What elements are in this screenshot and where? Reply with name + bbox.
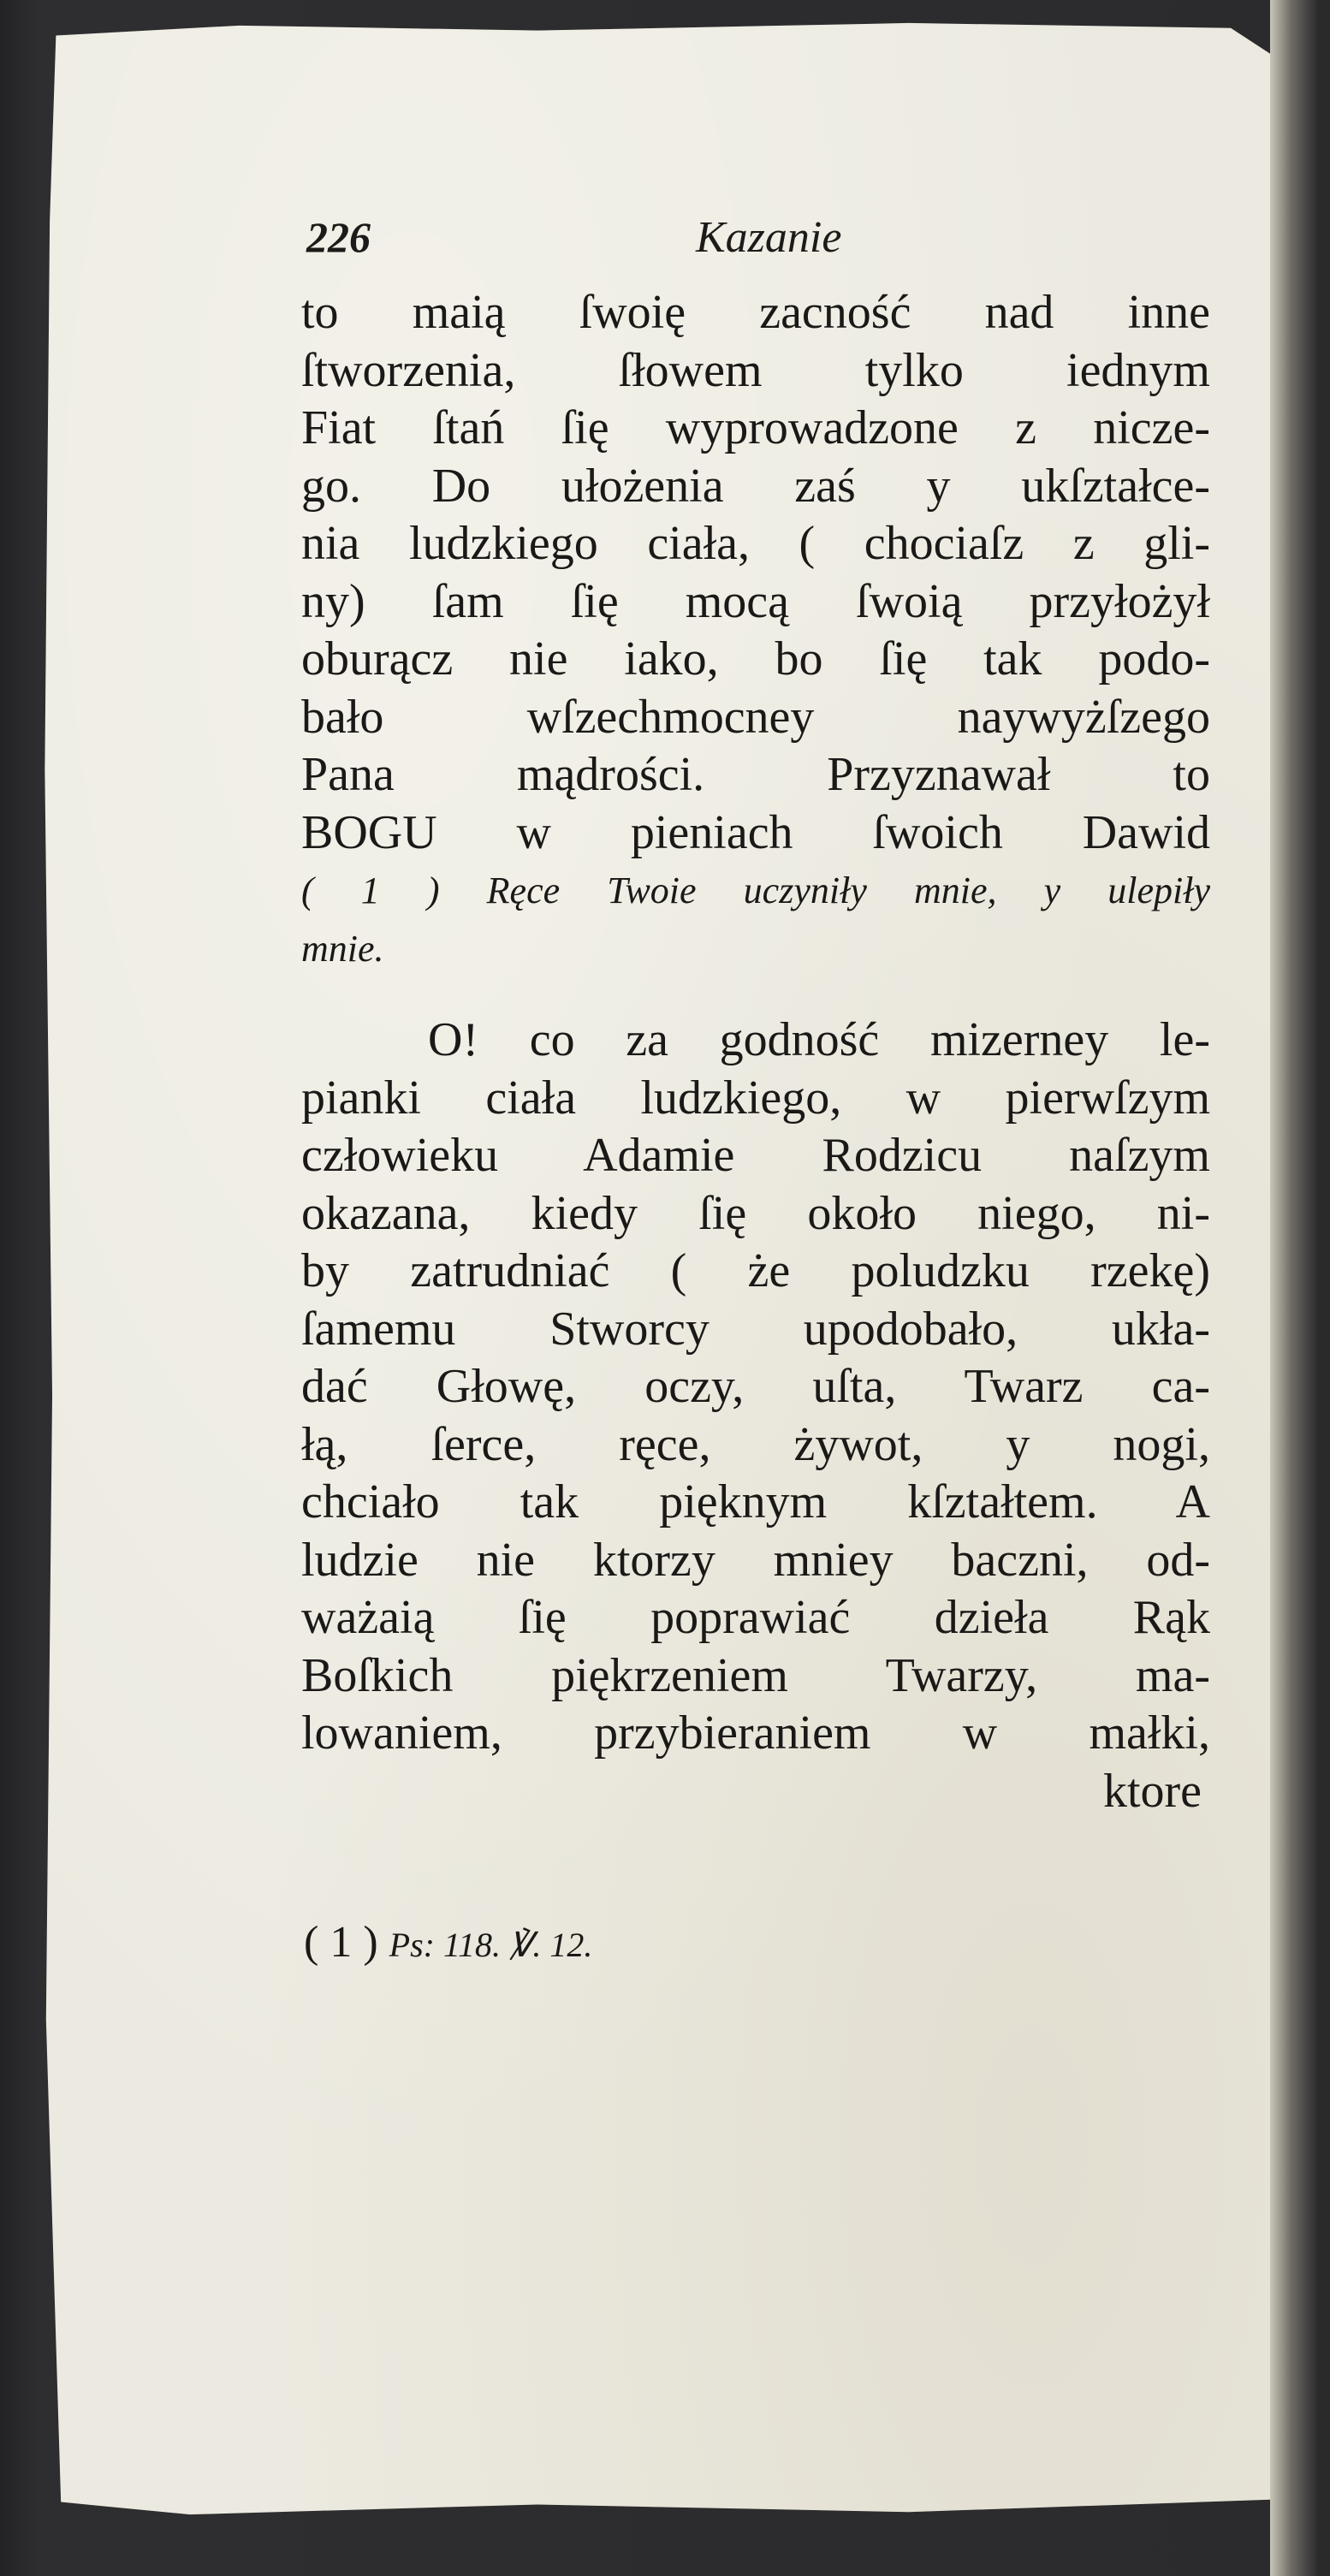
text-line: człowieku Adamie Rodzicu naſzym — [301, 1129, 1210, 1182]
text-line: lowaniem, przybieraniem w małki, — [301, 1706, 1210, 1760]
scripture-quote-line: mnie. — [301, 927, 384, 970]
text-line: ſamemu Stworcy upodobało, ukła- — [301, 1302, 1210, 1356]
catchword: ktore — [1102, 1764, 1202, 1818]
book-binding-edge — [1270, 0, 1330, 2576]
page-header — [306, 212, 905, 272]
text-line: oburącz nie iako, bo ſię tak podo- — [301, 632, 1210, 686]
running-head: Kazanie — [696, 213, 842, 262]
paragraph-gap — [301, 977, 1210, 1012]
text-line: ważaią ſię poprawiać dzieła Rąk — [301, 1591, 1210, 1644]
text-line: nia ludzkiego ciała, ( chociaſz z gli- — [301, 517, 1210, 570]
sermon-text — [301, 284, 1210, 1820]
text-line: łą, ſerce, ręce, żywot, y nogi, — [301, 1417, 1210, 1471]
text-line: pianki ciała ludzkiego, w pierwſzym — [301, 1071, 1210, 1125]
text-line: ſtworzenia, ſłowem tylko iednym — [301, 343, 1210, 397]
text-line: dać Głowę, oczy, uſta, Twarz ca- — [301, 1360, 1210, 1413]
text-line: by zatrudniać ( że poludzku rzekę) — [301, 1244, 1210, 1297]
text-line: Fiat ſtań ſię wyprowadzone z nicze- — [301, 401, 1210, 454]
text-line: ny) ſam ſię mocą ſwoią przyłożył — [301, 574, 1210, 628]
footnote-reference: Ps: 118. ℣. 12. — [389, 1926, 593, 1964]
text-line: O! co za godność mizerney le- — [428, 1013, 1210, 1066]
text-line: bało wſzechmocney naywyżſzego — [301, 690, 1210, 744]
text-line: okazana, kiedy ſię około niego, ni- — [301, 1186, 1210, 1240]
text-line: Boſkich piękrzeniem Twarzy, ma- — [301, 1648, 1210, 1702]
text-line: chciało tak pięknym kſztałtem. A — [301, 1475, 1210, 1528]
text-line: to maią ſwoię zacność nad inne — [301, 286, 1210, 339]
page-number: 226 — [306, 213, 371, 261]
footnote — [304, 1917, 592, 1968]
text-line: go. Do ułożenia zaś y ukſztałce- — [301, 459, 1210, 513]
scripture-quote-line: ( 1 ) Ręce Twoie uczyniły mnie, y ulepiły — [301, 870, 1210, 911]
footnote-marker: ( 1 ) — [304, 1918, 378, 1967]
text-line: BOGU w pieniach ſwoich Dawid — [301, 805, 1210, 859]
text-line: Pana mądrości. Przyznawał to — [301, 748, 1210, 801]
text-line: ludzie nie ktorzy mniey baczni, od- — [301, 1533, 1210, 1587]
